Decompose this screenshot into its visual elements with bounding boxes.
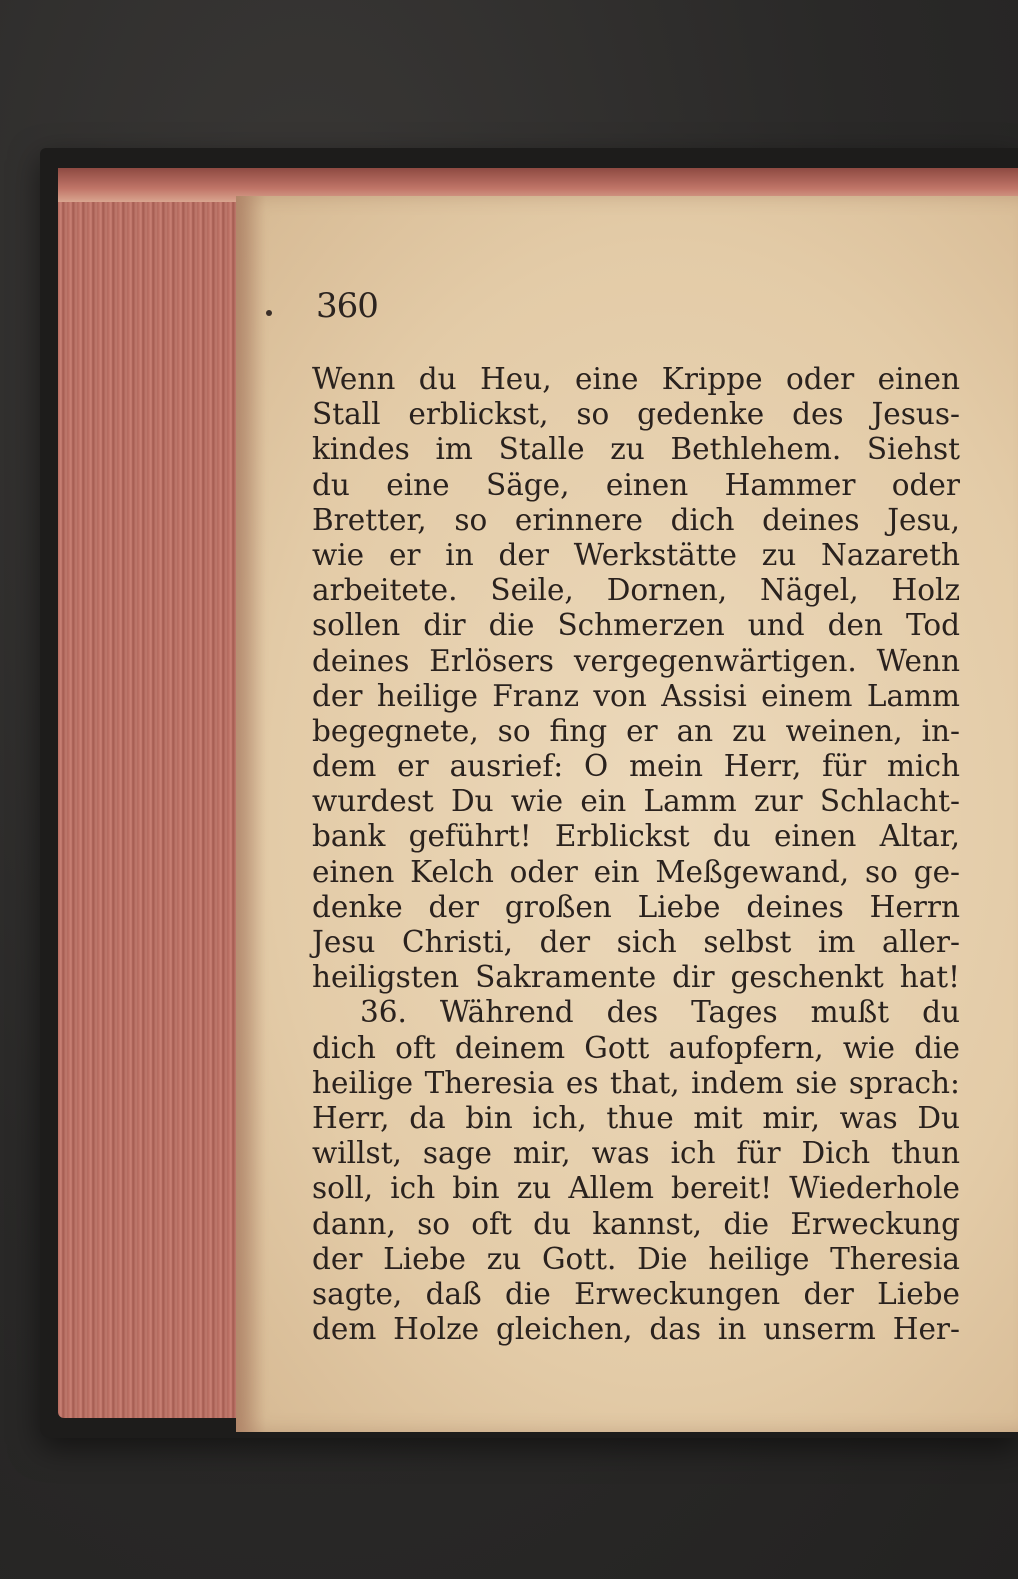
text-line: dich oft deinem Gott aufopfern, wie die bbox=[312, 1030, 960, 1065]
text-line: soll, ich bin zu Allem bereit! Wiederhole bbox=[312, 1171, 960, 1206]
page-edges bbox=[58, 168, 248, 1418]
text-line: Stall erblickst, so gedenke des Jesus- bbox=[312, 397, 960, 432]
text-line: sollen dir die Schmerzen und den Tod bbox=[312, 608, 960, 643]
section-start-line: 36. Während des Tages mußt du bbox=[360, 995, 960, 1030]
text-line: Bretter, so erinnere dich deines Jesu, bbox=[312, 502, 960, 537]
margin-dot bbox=[266, 310, 272, 316]
text-line: heilige Theresia es that, indem sie sprach: bbox=[312, 1065, 960, 1100]
text-line: wurdest Du wie ein Lamm zur Schlacht- bbox=[312, 784, 960, 819]
text-line: dann, so oft du kannst, die Erweckung bbox=[312, 1206, 960, 1241]
gutter-shadow bbox=[236, 196, 266, 1432]
text-line: heiligsten Sakramente dir geschenkt hat! bbox=[312, 960, 960, 995]
text-line: sagte, daß die Erweckungen der Liebe bbox=[312, 1276, 960, 1311]
text-line: der Liebe zu Gott. Die heilige Theresia bbox=[312, 1241, 960, 1276]
text-line: kindes im Stalle zu Bethlehem. Siehst bbox=[312, 432, 960, 467]
text-line: einen Kelch oder ein Meßgewand, so ge- bbox=[312, 854, 960, 889]
page-number: 360 bbox=[316, 286, 378, 326]
text-line: bank geführt! Erblickst du einen Altar, bbox=[312, 819, 960, 854]
text-line: wie er in der Werkstätte zu Nazareth bbox=[312, 537, 960, 572]
body-text bbox=[312, 362, 960, 1347]
text-line: dem er ausrief: O mein Herr, für mich bbox=[312, 749, 960, 784]
text-line: arbeitete. Seile, Dornen, Nägel, Holz bbox=[312, 573, 960, 608]
text-line: begegnete, so fing er an zu weinen, in- bbox=[312, 713, 960, 748]
text-line: willst, sage mir, was ich für Dich thun bbox=[312, 1136, 960, 1171]
text-line: Jesu Christi, der sich selbst im aller- bbox=[312, 925, 960, 959]
text-line: du eine Säge, einen Hammer oder bbox=[312, 467, 960, 502]
text-line: der heilige Franz von Assisi einem Lamm bbox=[312, 678, 960, 713]
text-line: Wenn du Heu, eine Krippe oder einen bbox=[312, 362, 960, 396]
text-line: deines Erlösers vergegenwärtigen. Wenn bbox=[312, 643, 960, 678]
text-line: denke der großen Liebe deines Herrn bbox=[312, 889, 960, 924]
text-line: Herr, da bin ich, thue mit mir, was Du bbox=[312, 1100, 960, 1135]
text-line: dem Holze gleichen, das in unserm Her- bbox=[312, 1312, 960, 1347]
